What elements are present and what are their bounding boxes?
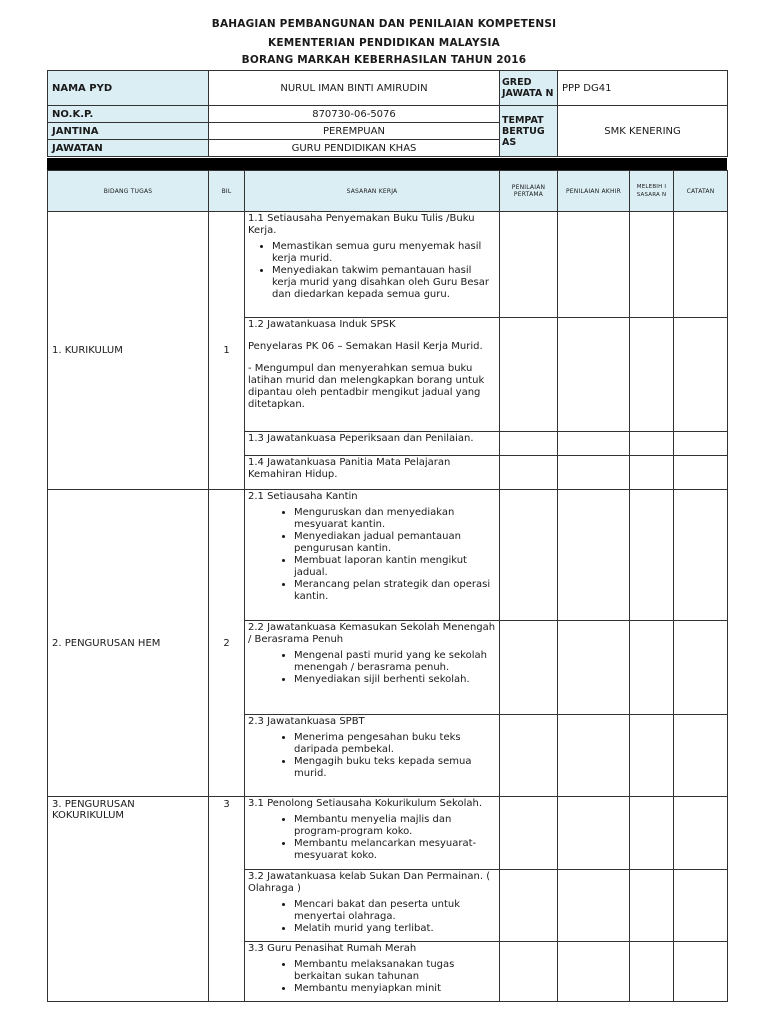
- sasaran-1-1: [245, 212, 500, 318]
- cell-catatan: [674, 942, 728, 1002]
- sasaran-2-1-title: 2.1 Setiausaha Kantin: [248, 491, 358, 502]
- sasaran-2-2-title: 2.2 Jawatankuasa Kemasukan Sekolah Menengah / Berasrama Penuh: [248, 622, 496, 645]
- col-melebihi: MELEBIH I SASARA N: [630, 171, 674, 212]
- sasaran-3-3-bullet-2: • Membantu menyiapkan minit: [294, 983, 496, 995]
- cell-melebihi: [630, 797, 674, 870]
- cell-pertama: [500, 942, 558, 1002]
- sasaran-3-1: [245, 797, 500, 870]
- bidang-koko: 3. PENGURUSAN KOKURIKULUM: [48, 797, 209, 1002]
- sasaran-3-3-bullet-1: • Membantu melaksanakan tugas berkaitan sukan tahunan: [294, 959, 496, 983]
- nokp-value: 870730-06-5076: [209, 106, 500, 123]
- cell-melebihi: [630, 318, 674, 432]
- sasaran-1-1-bullet-1: • Memastikan semua guru menyemak hasil kerja murid.: [272, 241, 496, 265]
- cell-akhir: [558, 621, 630, 715]
- info-table: [47, 70, 728, 157]
- bil-hem: 2: [209, 490, 245, 797]
- jantina-label: JANTINA: [48, 123, 209, 140]
- cell-pertama: [500, 318, 558, 432]
- sasaran-2-3-title: 2.3 Jawatankuasa SPBT: [248, 716, 365, 727]
- cell-catatan: [674, 797, 728, 870]
- cell-catatan: [674, 318, 728, 432]
- header-line-2: KEMENTERIAN PENDIDIKAN MALAYSIA: [267, 37, 500, 49]
- cell-melebihi: [630, 212, 674, 318]
- tempat-value: SMK KENERING: [558, 106, 728, 157]
- cell-catatan: [674, 621, 728, 715]
- cell-akhir: [558, 456, 630, 490]
- cell-melebihi: [630, 490, 674, 621]
- jawatan-value: GURU PENDIDIKAN KHAS: [209, 140, 500, 157]
- sasaran-2-2-bullet-1: • Mengenal pasti murid yang ke sekolah menengah / berasrama penuh.: [294, 650, 496, 674]
- sasaran-2-3: [245, 715, 500, 797]
- bil-koko: 3: [209, 797, 245, 1002]
- cell-melebihi: [630, 942, 674, 1002]
- cell-akhir: [558, 318, 630, 432]
- sasaran-2-1: [245, 490, 500, 621]
- sasaran-3-3-title: 3.3 Guru Penasihat Rumah Merah: [248, 943, 417, 954]
- cell-akhir: [558, 490, 630, 621]
- nokp-label: NO.K.P.: [48, 106, 209, 123]
- col-bidang: BIDANG TUGAS: [48, 171, 209, 212]
- sasaran-1-4: [245, 456, 500, 490]
- sasaran-1-2-title: 1.2 Jawatankuasa Induk SPSK: [248, 319, 396, 330]
- cell-pertama: [500, 797, 558, 870]
- sasaran-2-2-bullet-2: • Menyediakan sijil berhenti sekolah.: [294, 674, 496, 686]
- sasaran-1-3-title: 1.3 Jawatankuasa Peperiksaan dan Penilaian.: [248, 433, 474, 444]
- nama-value: NURUL IMAN BINTI AMIRUDIN: [209, 71, 500, 106]
- cell-pertama: [500, 212, 558, 318]
- sasaran-2-1-bullet-2: • Menyediakan jadual pemantauan pengurusan kantin.: [294, 531, 496, 555]
- jawatan-label: JAWATAN: [48, 140, 209, 157]
- cell-akhir: [558, 942, 630, 1002]
- cell-akhir: [558, 870, 630, 942]
- nama-label: NAMA PYD: [48, 71, 209, 106]
- cell-pertama: [500, 432, 558, 456]
- col-sasaran: SASARAN KERJA: [245, 171, 500, 212]
- header-line-3: BORANG MARKAH KEBERHASILAN TAHUN 2016: [241, 54, 527, 66]
- header-line-1: BAHAGIAN PEMBANGUNAN DAN PENILAIAN KOMPETENSI: [211, 18, 557, 30]
- sasaran-2-3-bullet-1: • Menerima pengesahan buku teks daripada pembekal.: [294, 732, 496, 756]
- cell-melebihi: [630, 432, 674, 456]
- cell-catatan: [674, 490, 728, 621]
- cell-pertama: [500, 621, 558, 715]
- cell-pertama: [500, 456, 558, 490]
- sasaran-2-1-bullet-1: • Menguruskan dan menyediakan mesyuarat kantin.: [294, 507, 496, 531]
- cell-melebihi: [630, 456, 674, 490]
- cell-akhir: [558, 212, 630, 318]
- col-pertama: PENILAIAN PERTAMA: [500, 171, 558, 212]
- sasaran-3-1-title: 3.1 Penolong Setiausaha Kokurikulum Sekolah.: [248, 798, 482, 809]
- sasaran-2-1-bullet-3: • Membuat laporan kantin mengikut jadual.: [294, 555, 496, 579]
- sasaran-2-3-bullet-2: • Mengagih buku teks kepada semua murid.: [294, 756, 496, 780]
- cell-catatan: [674, 456, 728, 490]
- sasaran-3-2-bullet-2: • Melatih murid yang terlibat.: [294, 923, 496, 935]
- sasaran-3-1-bullet-2: • Membantu melancarkan mesyuarat-mesyuarat koko.: [294, 838, 496, 862]
- gred-label: GRED JAWATA N: [500, 71, 558, 106]
- cell-pertama: [500, 490, 558, 621]
- cell-akhir: [558, 432, 630, 456]
- col-catatan: CATATAN: [674, 171, 728, 212]
- cell-melebihi: [630, 715, 674, 797]
- sasaran-2-2: [245, 621, 500, 715]
- sasaran-3-2: [245, 870, 500, 942]
- cell-akhir: [558, 797, 630, 870]
- cell-catatan: [674, 715, 728, 797]
- separator-bar: [47, 158, 727, 170]
- sasaran-1-3: [245, 432, 500, 456]
- col-bil: BIL: [209, 171, 245, 212]
- cell-catatan: [674, 212, 728, 318]
- cell-pertama: [500, 715, 558, 797]
- cell-catatan: [674, 870, 728, 942]
- cell-melebihi: [630, 621, 674, 715]
- bil-kurikulum: 1: [209, 212, 245, 490]
- tempat-label: TEMPAT BERTUG AS: [500, 106, 558, 157]
- cell-catatan: [674, 432, 728, 456]
- sasaran-3-1-bullet-1: • Membantu menyelia majlis dan program-program koko.: [294, 814, 496, 838]
- sasaran-1-2-para-2: - Mengumpul dan menyerahkan semua buku latihan murid dan melengkapkan borang untuk dipantau oleh pentadbir mengikut jadual yang ditetapkan.: [248, 363, 485, 410]
- col-akhir: PENILAIAN AKHIR: [558, 171, 630, 212]
- jantina-value: PEREMPUAN: [209, 123, 500, 140]
- sasaran-2-1-bullet-4: • Merancang pelan strategik dan operasi kantin.: [294, 579, 496, 603]
- sasaran-3-2-bullet-1: • Mencari bakat dan peserta untuk menyertai olahraga.: [294, 899, 496, 923]
- cell-pertama: [500, 870, 558, 942]
- sasaran-3-3: [245, 942, 500, 1002]
- sasaran-3-2-title: 3.2 Jawatankuasa kelab Sukan Dan Permainan. ( Olahraga ): [248, 871, 491, 894]
- sasaran-1-1-bullet-2: • Menyediakan takwim pemantauan hasil kerja murid yang disahkan oleh Guru Besar dan diedarkan kepada semua guru.: [272, 265, 496, 301]
- sasaran-1-2-para-1: Penyelaras PK 06 – Semakan Hasil Kerja Murid.: [248, 341, 483, 352]
- bidang-hem: 2. PENGURUSAN HEM: [48, 490, 209, 797]
- sasaran-1-1-title: 1.1 Setiausaha Penyemakan Buku Tulis /Buku Kerja.: [248, 213, 475, 236]
- cell-akhir: [558, 715, 630, 797]
- bidang-kurikulum: 1. KURIKULUM: [48, 212, 209, 490]
- main-table: [47, 170, 728, 1002]
- sasaran-1-2: [245, 318, 500, 432]
- gred-value: PPP DG41: [558, 71, 728, 106]
- cell-melebihi: [630, 870, 674, 942]
- sasaran-1-4-title: 1.4 Jawatankuasa Panitia Mata Pelajaran Kemahiran Hidup.: [248, 457, 451, 480]
